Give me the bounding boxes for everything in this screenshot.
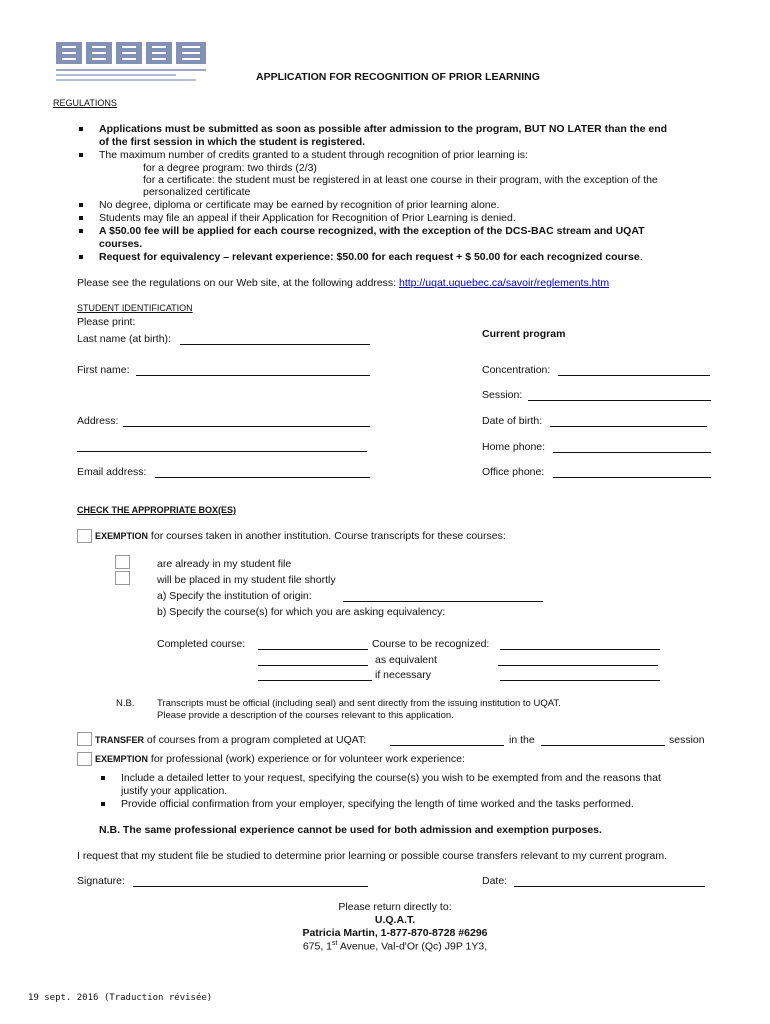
home-phone-label: Home phone: xyxy=(482,441,546,453)
dob-field[interactable] xyxy=(550,426,707,427)
in-the-label: in the xyxy=(509,734,535,746)
office-phone-label: Office phone: xyxy=(482,466,545,478)
first-name-field[interactable] xyxy=(136,375,370,376)
already-in-file-checkbox[interactable] xyxy=(115,555,130,569)
regulation-2-certificate: for a certificate: the student must be registered in at least one course in their program, with the exception of the xyxy=(143,174,658,186)
transfer-checkbox[interactable] xyxy=(77,732,92,746)
regulation-5-cont: courses. xyxy=(99,238,143,250)
return-contact: Patricia Martin, 1-877-870-8728 #6296 xyxy=(302,927,488,939)
transfer-session-field[interactable] xyxy=(541,745,665,746)
student-id-heading: STUDENT IDENTIFICATION xyxy=(77,303,193,313)
course-recognized-label: Course to be recognized: xyxy=(372,638,490,650)
email-field[interactable] xyxy=(155,477,370,478)
uqat-logo xyxy=(52,38,210,86)
nb-description: Please provide a description of the courses relevant to this application. xyxy=(157,710,454,721)
session-label: Session: xyxy=(482,389,523,401)
transfer-line: TRANSFER of courses from a program completed at UQAT: xyxy=(95,734,367,746)
last-name-label: Last name (at birth): xyxy=(77,333,171,345)
completed-course-field-1[interactable] xyxy=(258,649,368,650)
check-boxes-heading: CHECK THE APPROPRIATE BOX(ES) xyxy=(77,505,237,515)
institution-field[interactable] xyxy=(343,601,543,602)
regulation-4: Students may file an appeal if their Application for Recognition of Prior Learning is denied. xyxy=(99,212,516,224)
return-label: Please return directly to: xyxy=(338,901,452,913)
bullet xyxy=(79,153,83,157)
as-equivalent-label: as equivalent xyxy=(375,654,437,666)
return-address: 675, 1st Avenue, Val-d'Or (Qc) J9P 1Y3, xyxy=(302,940,488,953)
already-in-file-label: are already in my student file xyxy=(157,558,292,570)
completed-course-field-3[interactable] xyxy=(258,680,372,681)
request-statement: I request that my student file be studied to determine prior learning or possible course transfers relevant to my current program. xyxy=(77,850,668,862)
regulations-link[interactable]: http://uqat.uquebec.ca/savoir/reglements.htm xyxy=(399,277,610,289)
regulation-1-cont: of the first session in which the student is registered. xyxy=(99,136,366,148)
completed-course-field-2[interactable] xyxy=(258,665,368,666)
dob-label: Date of birth: xyxy=(482,415,543,427)
work-exemption-checkbox[interactable] xyxy=(77,752,92,766)
work-instruction-2: Provide official confirmation from your employer, specifying the length of time worked and the tasks performed. xyxy=(121,798,634,810)
bullet xyxy=(79,127,83,131)
regulation-2-certificate-cont: personalized certificate xyxy=(143,186,251,198)
regulations-heading: REGULATIONS xyxy=(53,98,117,108)
first-name-label: First name: xyxy=(77,364,130,376)
signature-label: Signature: xyxy=(77,875,125,887)
will-be-placed-checkbox[interactable] xyxy=(115,571,130,585)
exemption-line: EXEMPTION for courses taken in another institution. Course transcripts for these courses: xyxy=(95,530,506,542)
if-necessary-label: if necessary xyxy=(375,669,432,681)
session-field[interactable] xyxy=(528,400,711,401)
courses-label: b) Specify the course(s) for which you are asking equivalency: xyxy=(157,606,446,618)
email-label: Email address: xyxy=(77,466,147,478)
date-field[interactable] xyxy=(514,886,705,887)
will-be-placed-label: will be placed in my student file shortly xyxy=(157,574,336,586)
course-recognized-field-3[interactable] xyxy=(500,680,660,681)
nb-label: N.B. xyxy=(116,698,135,709)
regulation-3: No degree, diploma or certificate may be earned by recognition of prior learning alone. xyxy=(99,199,500,211)
concentration-label: Concentration: xyxy=(482,364,551,376)
nb-transcripts: Transcripts must be official (including seal) and sent directly from the issuing institution to UQAT. xyxy=(157,698,561,709)
transfer-program-field[interactable] xyxy=(390,745,504,746)
regulation-1: Applications must be submitted as soon as possible after admission to the program, BUT NO LATER than the end xyxy=(99,123,668,135)
nb-professional-experience: N.B. The same professional experience cannot be used for both admission and exemption purposes. xyxy=(99,824,602,836)
course-recognized-field-2[interactable] xyxy=(498,665,658,666)
address-field-line-2[interactable] xyxy=(77,451,367,452)
date-label: Date: xyxy=(482,875,508,887)
course-recognized-field-1[interactable] xyxy=(500,649,660,650)
regulation-6: Request for equivalency – relevant experience: $50.00 for each request + $ 50.00 for each recognized course. xyxy=(99,251,643,263)
form-title: APPLICATION FOR RECOGNITION OF PRIOR LEARNING xyxy=(256,71,540,83)
bullet xyxy=(79,255,83,259)
office-phone-field[interactable] xyxy=(553,477,711,478)
bullet xyxy=(101,776,105,780)
address-field[interactable] xyxy=(123,426,370,427)
session-word: session xyxy=(669,734,705,746)
website-line: Please see the regulations on our Web site, at the following address: http://uqat.uquebec.ca/savoir/reglements.htm xyxy=(77,277,610,289)
regulation-2-degree: for a degree program: two thirds (2/3) xyxy=(143,162,317,174)
concentration-field[interactable] xyxy=(558,375,710,376)
revision-date: 19 sept. 2016 (Traduction révisée) xyxy=(28,993,213,1003)
last-name-field[interactable] xyxy=(180,344,370,345)
bullet xyxy=(79,229,83,233)
please-print: Please print: xyxy=(77,316,136,328)
regulation-2: The maximum number of credits granted to a student through recognition of prior learning is: xyxy=(99,149,528,161)
bullet xyxy=(101,802,105,806)
work-instruction-1-cont: justify your application. xyxy=(121,785,228,797)
institution-label: a) Specify the institution of origin: xyxy=(157,590,312,602)
regulation-5: A $50.00 fee will be applied for each course recognized, with the exception of the DCS-BAC stream and UQAT xyxy=(99,225,645,237)
bullet xyxy=(79,203,83,207)
work-exemption-line: EXEMPTION for professional (work) experience or for volunteer work experience: xyxy=(95,753,465,765)
return-org: U.Q.A.T. xyxy=(374,914,416,926)
exemption-checkbox[interactable] xyxy=(77,529,92,543)
signature-field[interactable] xyxy=(133,886,368,887)
current-program-label: Current program xyxy=(482,328,566,340)
home-phone-field[interactable] xyxy=(553,452,711,453)
work-instruction-1: Include a detailed letter to your request, specifying the course(s) you wish to be exempted from and the reasons that xyxy=(121,772,661,784)
completed-course-label: Completed course: xyxy=(157,638,246,650)
bullet xyxy=(79,216,83,220)
address-label: Address: xyxy=(77,415,119,427)
